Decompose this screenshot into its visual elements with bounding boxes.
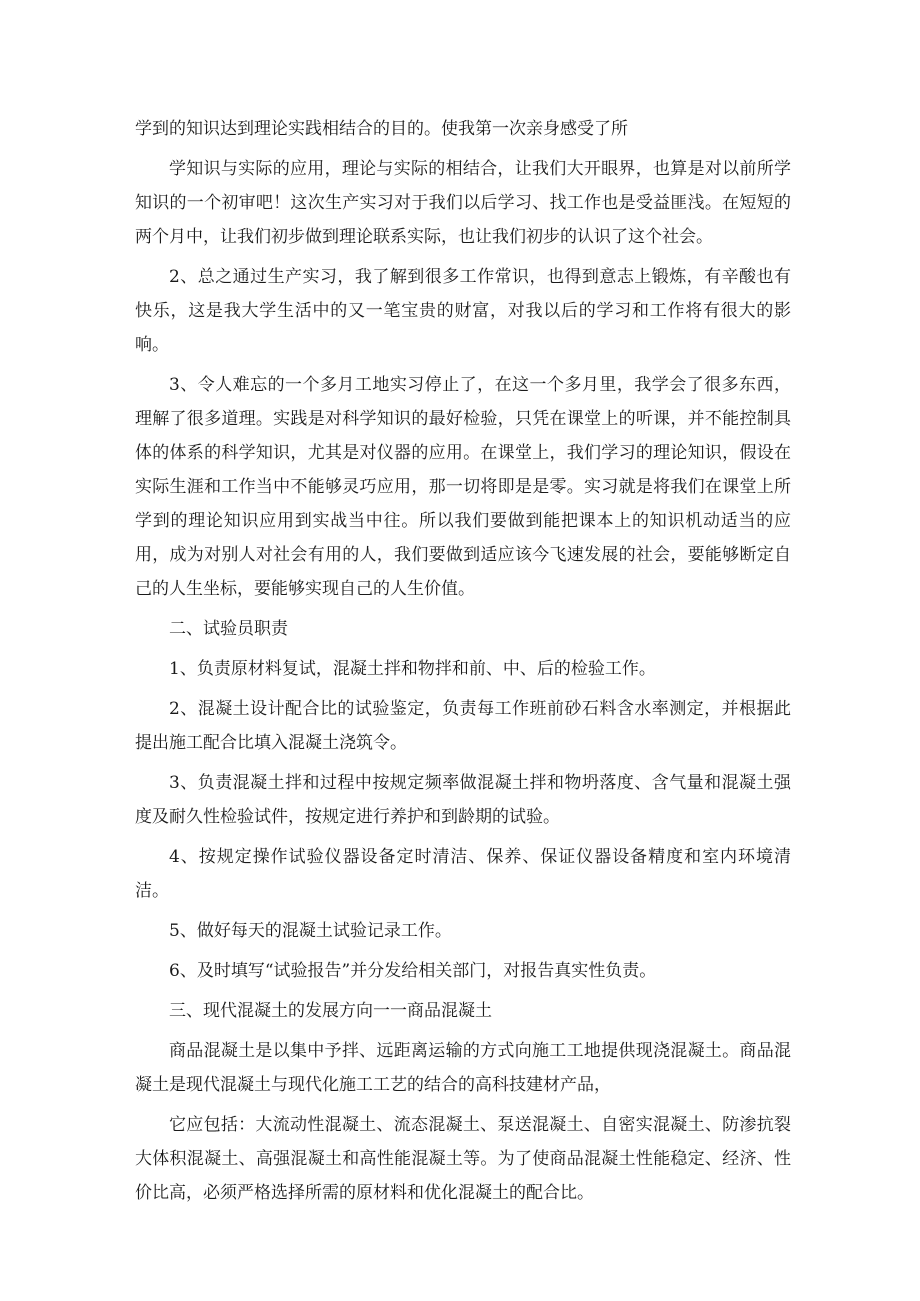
- list-item: 2、混凝土设计配合比的试验鉴定，负责每工作班前砂石料含水率测定，并根据此提出施工配合比填入混凝土浇筑令。: [135, 699, 791, 753]
- paragraph-continuation: 学到的知识达到理论实践相结合的目的。使我第一次亲身感受了所: [135, 119, 628, 139]
- paragraph: 3、令人难忘的一个多月工地实习停止了，在这一个多月里，我学会了很多东西，理解了很多道理。实践是对科学知识的最好检验，只凭在课堂上的听课，并不能控制具体的体系的科学知识，尤其是对仪器的应用。在课堂上，我们学习的理论知识，假设在实际生涯和工作当中不能够灵巧应用，那一切将即是是零。实习就是将我们在课堂上所学到的理论知识应用到实战当中往。所以我们要做到能把课本上的知识机动适当的应用，成为对别人对社会有用的人，我们要做到适应该今飞速发展的社会，要能够断定自己的人生坐标，要能够实现自己的人生价值。: [135, 375, 791, 599]
- paragraph: 它应包括：大流动性混凝土、流态混凝土、泵送混凝土、自密实混凝土、防渗抗裂大体积混凝土、高强混凝土和高性能混凝土等。为了使商品混凝土性能稳定、经济、性价比高，必须严格选择所需的原材料和优化混凝土的配合比。: [135, 1115, 791, 1203]
- list-item: 6、及时填写“试验报告”并分发给相关部门，对报告真实性负责。: [169, 961, 657, 981]
- section-heading: 三、现代混凝土的发展方向一一商品混凝土: [169, 1001, 492, 1021]
- paragraph: 2、总之通过生产实习，我了解到很多工作常识，也得到意志上锻炼，有辛酸也有快乐，这是我大学生活中的又一笔宝贵的财富，对我以后的学习和工作将有很大的影响。: [135, 267, 791, 355]
- list-item: 3、负责混凝土拌和过程中按规定频率做混凝土拌和物坍落度、含气量和混凝土强度及耐久性检验试件，按规定进行养护和到龄期的试验。: [135, 773, 791, 827]
- list-item: 5、做好每天的混凝土试验记录工作。: [169, 921, 452, 941]
- section-heading: 二、试验员职责: [169, 619, 288, 639]
- paragraph: 学知识与实际的应用，理论与实际的相结合，让我们大开眼界，也算是对以前所学知识的一个初审吧！这次生产实习对于我们以后学习、找工作也是受益匪浅。在短短的两个月中，让我们初步做到理论联系实际，也让我们初步的认识了这个社会。: [135, 159, 791, 247]
- list-item: 4、按规定操作试验仪器设备定时清洁、保养、保证仪器设备精度和室内环境清洁。: [135, 847, 791, 901]
- list-item: 1、负责原材料复试，混凝土拌和物拌和前、中、后的检验工作。: [169, 659, 656, 679]
- paragraph: 商品混凝土是以集中予拌、远距离运输的方式向施工工地提供现浇混凝土。商品混凝土是现代混凝土与现代化施工工艺的结合的高科技建材产品，: [135, 1041, 791, 1095]
- document-body: [135, 112, 791, 1216]
